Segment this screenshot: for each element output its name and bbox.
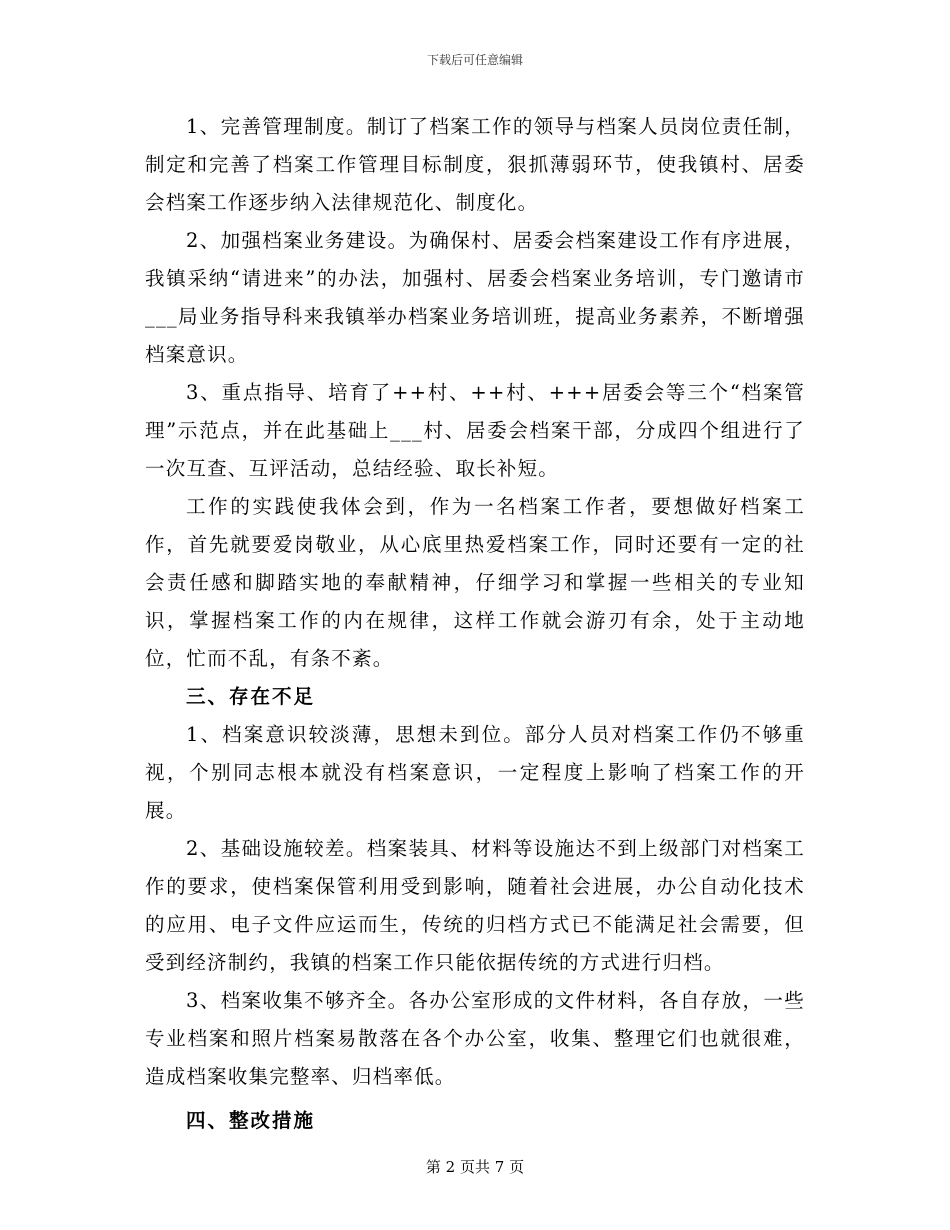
paragraph-collection: 3、档案收集不够齐全。各办公室形成的文件材料，各自存放，一些专业档案和照片档案易散落在各个办公室，收集、整理它们也就很难，造成档案收集完整率、归档率低。 xyxy=(145,989,805,1088)
page-number: 第 2 页共 7 页 xyxy=(425,1158,525,1176)
paragraph-infrastructure: 2、基础设施较差。档案装具、材料等设施达不到上级部门对档案工作的要求，使档案保管利用受到影响，随着社会进展，办公自动化技术的应用、电子文件应运而生，传统的归档方式已不能满足社会需要，但受到经济制约，我镇的档案工作只能依据传统的方式进行归档。 xyxy=(145,837,805,974)
page-header: 下载后可任意编辑 xyxy=(426,53,523,67)
document-body xyxy=(145,108,805,1140)
paragraph-work-experience: 工作的实践使我体会到，作为一名档案工作者，要想做好档案工作，首先就要爱岗敬业，从心底里热爱档案工作，同时还要有一定的社会责任感和脚踏实地的奉献精神，仔细学习和掌握一些相关的专业知识，掌握档案工作的内在规律，这样工作就会游刃有余，处于主动地位，忙而不乱，有条不紊。 xyxy=(145,495,805,670)
paragraph-key-guidance: 3、重点指导、培育了++村、++村、+++居委会等三个“档案管理”示范点，并在此基础上___村、居委会档案干部，分成四个组进行了一次互查、互评活动，总结经验、取长补短。 xyxy=(145,381,805,480)
paragraph-management-system: 1、完善管理制度。制订了档案工作的领导与档案人员岗位责任制，制定和完善了档案工作管理目标制度，狠抓薄弱环节，使我镇村、居委会档案工作逐步纳入法律规范化、制度化。 xyxy=(145,115,805,214)
section-heading-shortcomings: 三、存在不足 xyxy=(186,685,316,708)
section-heading-rectification: 四、整改措施 xyxy=(186,1109,316,1132)
paragraph-business-construction: 2、加强档案业务建设。为确保村、居委会档案建设工作有序进展，我镇采纳“请进来”的办法，加强村、居委会档案业务培训，专门邀请市___局业务指导科来我镇举办档案业务培训班，提高业务素养，不断增强档案意识。 xyxy=(145,229,805,366)
paragraph-awareness: 1、档案意识较淡薄，思想未到位。部分人员对档案工作仍不够重视，个别同志根本就没有档案意识，一定程度上影响了档案工作的开展。 xyxy=(145,723,805,822)
